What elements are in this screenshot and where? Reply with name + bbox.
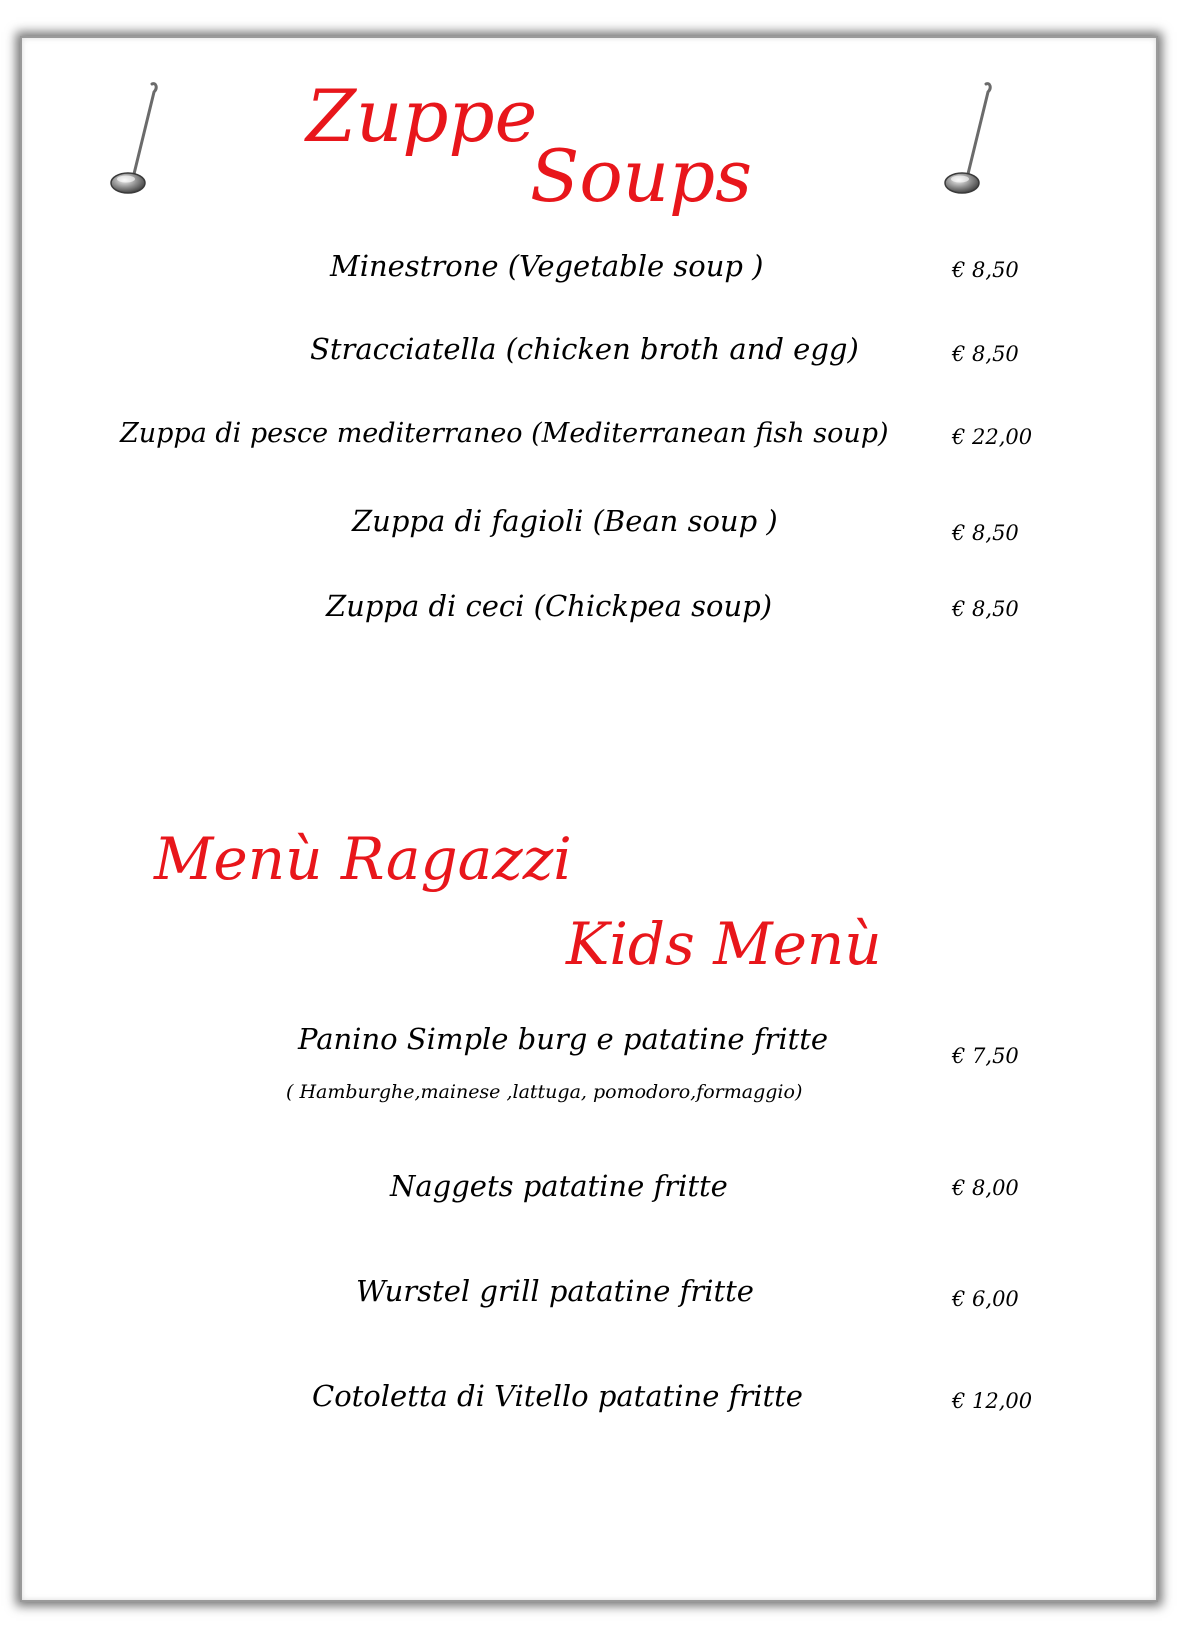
menu-item-name: Wurstel grill patatine fritte (356, 1274, 754, 1308)
menu-item-name: Panino Simple burg e patatine fritte (298, 1022, 829, 1056)
menu-item-price: € 12,00 (952, 1389, 1033, 1413)
menu-item-price: € 7,50 (952, 1044, 1019, 1068)
ladle-icon (104, 78, 164, 200)
soups-title-italian: Zuppe (306, 74, 538, 158)
menu-item-name: Stracciatella (chicken broth and egg) (310, 332, 859, 366)
menu-item-name: Naggets patatine fritte (390, 1169, 728, 1203)
menu-item-price: € 8,00 (952, 1176, 1019, 1200)
menu-item-name: Zuppa di fagioli (Bean soup ) (352, 504, 778, 538)
kids-title-english: Kids Menù (566, 910, 882, 978)
ladle-icon (938, 78, 998, 200)
menu-item-name: Cotoletta di Vitello patatine fritte (312, 1379, 803, 1413)
menu-item-price: € 22,00 (952, 425, 1033, 449)
menu-item-price: € 8,50 (952, 258, 1019, 282)
menu-item-name: Zuppa di pesce mediterraneo (Mediterranean fish soup) (120, 418, 889, 449)
menu-item-description: ( Hamburghe,mainese ,lattuga, pomodoro,formaggio) (286, 1081, 803, 1103)
menu-item-price: € 8,50 (952, 342, 1019, 366)
menu-item-price: € 6,00 (952, 1287, 1019, 1311)
menu-item-name: Zuppa di ceci (Chickpea soup) (326, 589, 773, 623)
menu-item-price: € 8,50 (952, 521, 1019, 545)
menu-item-name: Minestrone (Vegetable soup ) (330, 249, 764, 283)
kids-title-italian: Menù Ragazzi (154, 825, 572, 893)
menu-item-price: € 8,50 (952, 597, 1019, 621)
soups-title-english: Soups (530, 134, 753, 218)
